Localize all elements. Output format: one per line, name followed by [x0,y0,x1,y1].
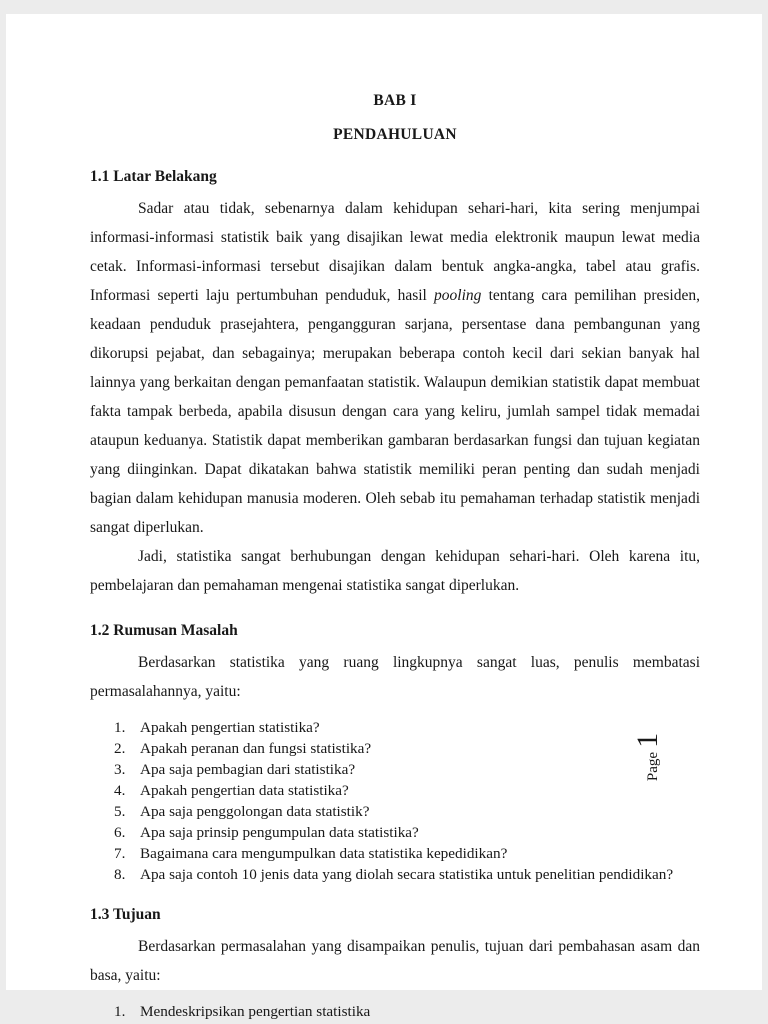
list-item [114,1002,700,1021]
list-item [114,844,700,863]
document-page [6,14,762,1020]
list-item-text: Apa saja contoh 10 jenis data yang diolah secara statistika untuk penelitian pendidikan? [140,866,674,883]
list-item [114,739,700,758]
list-item [114,865,700,884]
paragraph: Berdasarkan permasalahan yang disampaikan penulis, tujuan dari pembahasan asam dan basa, yaitu: [90,938,700,984]
paragraph [90,194,700,542]
chapter-title: BAB I [373,92,417,109]
list-item-text: Apa saja prinsip pengumpulan data statistika? [140,824,419,841]
list-item [114,802,700,821]
section-rumusan-masalah [90,622,700,884]
list-item-text: Apa saja penggolongan data statistik? [140,803,370,820]
list-item [114,781,700,800]
page-marker-number: 1 [631,732,664,748]
paragraph: Berdasarkan statistika yang ruang lingkupnya sangat luas, penulis membatasi permasalahannya, yaitu: [90,654,700,700]
list-item-number: 7. [114,845,126,862]
list-item-number: 3. [114,761,126,778]
section-heading: 1.3 Tujuan [90,906,161,923]
section-heading: 1.2 Rumusan Masalah [90,622,238,639]
paragraph-italic-term: pooling [434,287,482,304]
section-latar-belakang [90,168,700,600]
list-item-number: 4. [114,782,126,799]
list-item-number: 5. [114,803,126,820]
paragraph-text: Sadar atau tidak, sebenarnya dalam kehidupan sehari-hari, kita sering menjumpai informasi-informasi statistik baik yang disajikan lewat media elektronik maupun lewat media cetak. Informasi-informasi tersebut disajikan dalam bentuk angka-angka, tabel atau grafis. Informasi seperti laju pertumbuhan penduduk, hasil [90,200,700,304]
list-item-number: 1. [114,719,126,736]
list-item-text: Apakah pengertian statistika? [140,719,320,736]
list-item-number: 6. [114,824,126,841]
page-marker-label: Page [645,751,661,782]
list-item [114,823,700,842]
list-item [114,760,700,779]
paragraph-text: tentang cara pemilihan presiden, keadaan penduduk prasejahtera, pengangguran sarjana, persentase dana pembangunan yang dikorupsi pejabat, dan sebagainya; merupakan beberapa contoh kecil dari sekian banyak hal lainnya yang berkaitan dengan pemanfaatan statistik. Walaupun demikian statistik dapat membuat fakta tampak berbeda, apabila disusun dengan cara yang keliru, jumlah sampel tidak memadai ataupun keduanya. Statistik dapat memberikan gambaran berdasarkan fungsi dan tujuan kegiatan yang diinginkan. Dapat dikatakan bahwa statistik memiliki peran penting dan sudah menjadi bagian dalam kehidupan manusia moderen. Oleh sebab itu pemahaman terhadap statistik menjadi sangat diperlukan. [90,287,700,536]
list-item-text: Bagaimana cara mengumpulkan data statistika kepedidikan? [140,845,508,862]
section-tujuan [90,906,700,1021]
page-marker [631,712,665,802]
ordered-list [90,1002,700,1021]
chapter-subtitle: PENDAHULUAN [333,126,457,143]
list-item-number: 2. [114,740,126,757]
list-item [114,718,700,737]
list-item-text: Apakah peranan dan fungsi statistika? [140,740,372,757]
list-item-text: Apakah pengertian data statistika? [140,782,349,799]
list-item-number: 8. [114,866,126,883]
list-item-text: Mendeskripsikan pengertian statistika [140,1003,371,1020]
section-heading: 1.1 Latar Belakang [90,168,217,185]
ordered-list [90,718,700,884]
list-item-text: Apa saja pembagian dari statistika? [140,761,356,778]
list-item-number: 1. [114,1003,126,1020]
paragraph: Jadi, statistika sangat berhubungan dengan kehidupan sehari-hari. Oleh karena itu, pembelajaran dan pemahaman mengenai statistika sangat diperlukan. [90,548,700,594]
